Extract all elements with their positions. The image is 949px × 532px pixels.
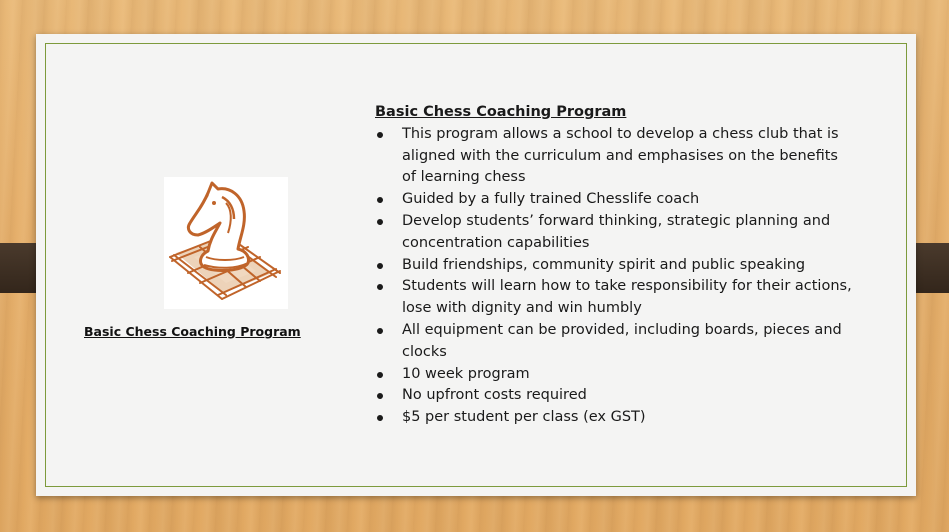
list-item: Develop students’ forward thinking, strategic planning and concentration capabilities — [375, 211, 855, 255]
bullet-icon — [377, 284, 383, 290]
bullet-icon — [377, 197, 383, 203]
list-item: 10 week program — [375, 364, 855, 386]
program-heading: Basic Chess Coaching Program — [375, 104, 627, 120]
bullet-list — [375, 124, 855, 429]
list-item: Students will learn how to take responsibility for their actions, lose with dignity and win humbly — [375, 276, 855, 320]
bullet-icon — [377, 372, 383, 378]
list-item: $5 per student per class (ex GST) — [375, 407, 855, 429]
logo-caption: Basic Chess Coaching Program — [84, 324, 301, 339]
bullet-icon — [377, 393, 383, 399]
list-item: All equipment can be provided, including boards, pieces and clocks — [375, 320, 855, 364]
list-item: This program allows a school to develop a chess club that is aligned with the curriculum and emphasises on the benefits of learning chess — [375, 124, 855, 189]
program-details — [375, 102, 855, 429]
list-item: Guided by a fully trained Chesslife coach — [375, 189, 855, 211]
bullet-icon — [377, 263, 383, 269]
list-item: Build friendships, community spirit and public speaking — [375, 255, 855, 277]
bullet-icon — [377, 415, 383, 421]
bullet-icon — [377, 132, 383, 138]
bullet-icon — [377, 219, 383, 225]
bullet-icon — [377, 328, 383, 334]
chess-knight-icon — [164, 177, 288, 309]
list-item: No upfront costs required — [375, 385, 855, 407]
slide-card — [36, 34, 916, 496]
